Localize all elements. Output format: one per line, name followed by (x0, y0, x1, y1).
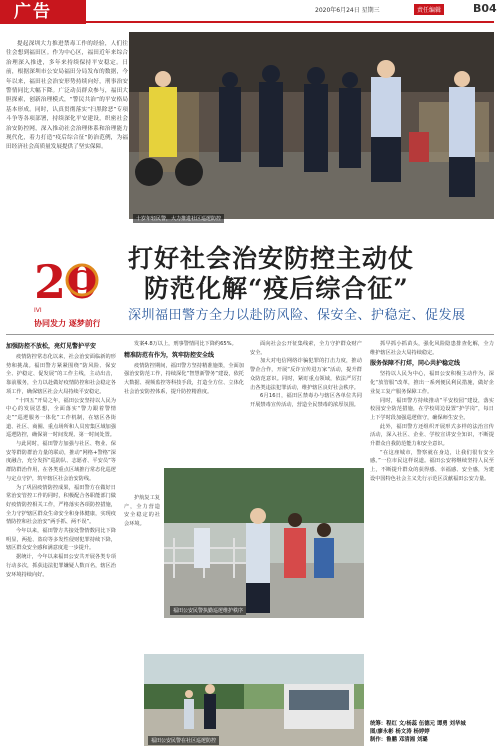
paragraph: “十四五”开局之年，福田公安坚持以人民为中心的发展思想，全面落实“警力跟着警情走”“巡逻服务一体化”工作机制，在辖区各街道、社区、商圈、重点场所和人员密集区域加强巡逻防控，确保第一时间发现、第一时间处置。 (6, 397, 116, 439)
credits-line: 图/廖永彬 杨文涛 杨婷婷 (370, 729, 430, 735)
header-rule (86, 21, 494, 23)
photo-caption-top: 十岁年轻民警，大力推进社区巡逻防控 (133, 214, 224, 223)
page-number: B04 (473, 2, 497, 15)
community-patrol-photo (144, 654, 364, 746)
paragraph: 护航复工复产，全力营造安全稳定的社会环境。 (124, 495, 160, 528)
paragraph: 发案4.8万以上，刑事警情同比下降约65%。 (134, 341, 237, 347)
school-guard-photo (164, 468, 364, 618)
paragraph: 同时，福田警方持续推动“平安校园”建设，落实校园安全防范措施，在学校周边设置“护学岗”，每日上下学时段加强巡逻值守，确保师生安全。 (370, 397, 494, 421)
paragraph: 疫情防控常态化以来，社会治安面临新的形势和挑战。福田警方紧紧围绕“防风险、保安全、护稳定、促发展”的工作主线，主动出击，靠前服务，全力以赴做好疫情防控和社会稳定各项工作，确保辖区社会大局持续平安稳定。 (6, 354, 116, 395)
issue-date: 2020年6月24日 星期三 (315, 7, 380, 14)
section-heading-2: 精准防范有作为，筑牢防控安全线 (124, 351, 215, 359)
masthead (0, 0, 500, 24)
paragraph: “在这座城市，警察就在身边，让我们很有安全感。”一位市民这样说道。福田公安将继续坚持人民至上，不断提升群众的获得感、幸福感、安全感，为建设中国特色社会主义先行示范区贡献福田公安力量。 (370, 449, 494, 482)
headline-line1: 打好社会治安防控主动仗 (128, 244, 415, 273)
paragraph: 为了巩固疫情防控成果，福田警方在做好日常治安管控工作的同时，积极配合各职能部门做好疫情防控相关工作，严格落实各项防控措施，全力守护辖区群众生命安全和身体健康，实现疫情防控和社会治安“两手抓、两不误”。 (6, 484, 116, 526)
section-heading-1: 加强防控不放松，亮灯见警护平安 (6, 343, 97, 350)
paragraph: 疫情防控期间，福田警方坚持精准施策，全面加强治安防范工作，持续深化“智慧新警务”建设，依托大数据、视频监控等科技手段，打造全方位、立体化社会治安防控体系，提升防控精准度。 (124, 362, 244, 395)
photo-caption-bottom: 福田公安民警在社区巡逻防控 (148, 736, 219, 745)
credits-block (370, 720, 494, 744)
logo-line1: IVI (34, 307, 42, 314)
credits-line: 制作：鲁鹏 邓清湘 刘璐 (370, 737, 428, 743)
section-heading-3: 服务保障不打烊，同心共护稳定线 (370, 360, 461, 368)
paragraph: 坚持以人民为中心，福田公安积极主动作为，深化“放管服”改革，推出一系列便民利民措施，做好企业复工复产服务保障工作。 (370, 371, 494, 395)
paragraph: 与此同时，福田警方加强与社区、物业、保安等群防群治力量的联动，推动“网格+警格”深度融合，充分发挥“巡防队、志愿者、平安员”等群防群治作用，在各类重点区域推行常态化巡逻与定点守护，筑牢辖区社会治安防线。 (6, 441, 116, 482)
article-column-4 (370, 340, 494, 745)
article-column-1 (6, 340, 116, 745)
paragraph: 今年以来，福田警方共接处警情数同比下降明显，两抢、盗窃等多发性侵财犯罪持续下降，辖区群众安全感和满意度进一步提升。 (6, 528, 116, 552)
intro-paragraph: 提起深圳大力推进禁毒工作的经验，人们往往会想到福田区。作为中心区，福田近年来综合治理深入推进，多年来持续保持平安稳定。日前，根据深圳市公安局福田分局发布的数据，今年以来，福田社会治安形势持续向好，刑事治安警情同比大幅下降。广泛动员群众参与，福田大胆探索，创新治理模式，“警民共治”的平安格局基本形成。同时，认真贯彻落实“扫黑除恶”专项斗争等各项部署，持续深化平安建设，织密社会治安防控网，深入推动社会治理体系和治理能力现代化，着力打造“疫后综合征”防治范例，为福田经济社会高质量发展提供了坚实保障。 (6, 41, 128, 151)
paragraph: 6月16日，福田区禁毒办与辖区各单位共同开展禁毒宣传活动，营造全民禁毒的浓厚氛围。 (250, 393, 362, 408)
article-column-2b (124, 494, 160, 654)
logo-number: 20 (34, 255, 99, 309)
headline (128, 244, 414, 304)
paragraph: 据统计，今年以来福田公安共开展各类专项行动多次，抓获违法犯罪嫌疑人数百名，辖区治安环境持续向好。 (6, 554, 116, 578)
section-tag: 广告 (0, 0, 86, 24)
credits-line: 统筹：程红 文/杨蕊 伍德元 谭勇 刘华城 (370, 721, 466, 727)
paragraph: 此外，福田警方还组织开展形式多样的法治宣传活动，深入社区、企业、学校宣讲安全知识，不断提升群众自我防范能力和安全意识。 (370, 423, 494, 448)
photo-caption-mid: 福田公安民警执勤巡逻维护秩序 (170, 606, 246, 615)
subhead-rule (6, 334, 494, 335)
subheadline: 深圳福田警方全力以赴防风险、保安全、护稳定、促发展 (128, 308, 466, 323)
paragraph: 抓早抓小抓苗头，强化风险隐患排查化解，全力维护辖区社会大局持续稳定。 (370, 341, 494, 356)
police-patrol-photo (129, 32, 494, 219)
headline-line2: 防范化解“疫后综合征” (144, 274, 409, 303)
editor-badge: 责任编辑 (414, 4, 444, 15)
anniversary-logo (30, 250, 100, 335)
paragraph: 面向社会公开征集线索，全力守护群众财产安全。 (250, 341, 362, 356)
logo-slogan: 协同发力 逐梦前行 (34, 319, 100, 328)
paragraph: 加大对电信网络诈骗犯罪的打击力度，推动警企合作，开展“反诈宣传进万家”活动，提升群众防范意识。同时，紧盯重点领域，依法严厉打击各类违法犯罪活动，维护辖区良好社会秩序。 (250, 358, 362, 391)
